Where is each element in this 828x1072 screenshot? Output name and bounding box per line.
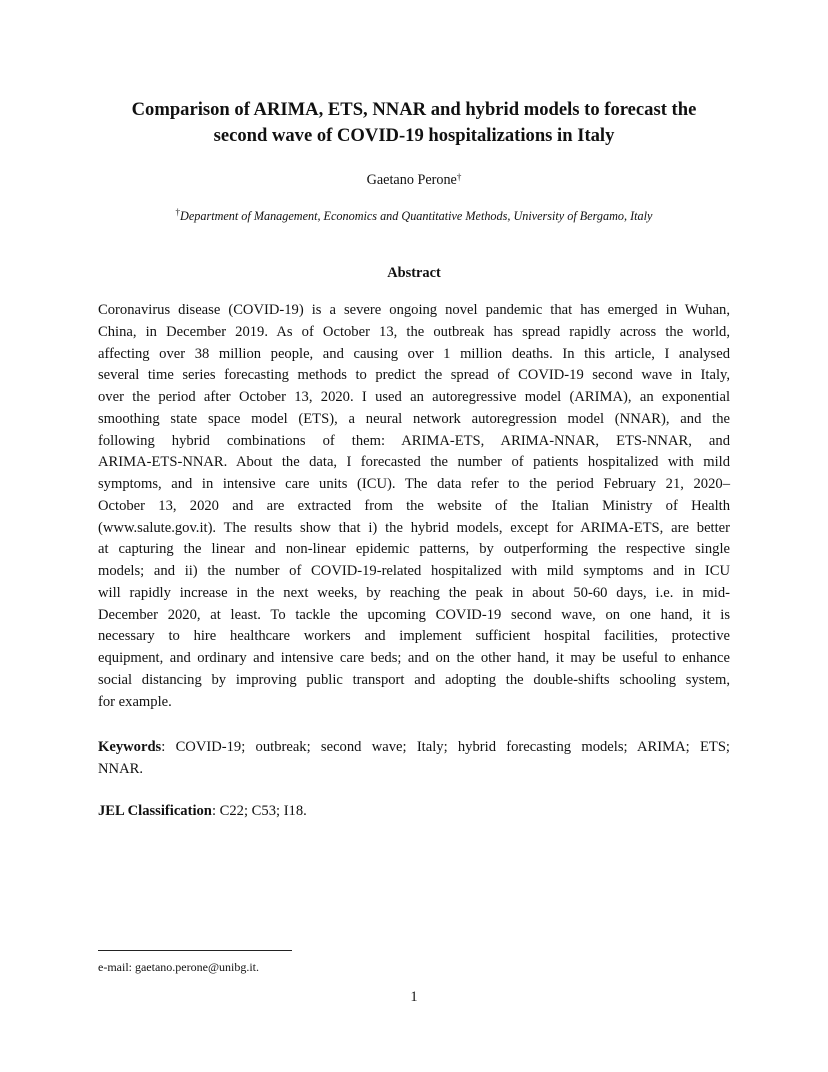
abstract-line: models; and ii) the number of COVID-19-related hospitalized with mild symptoms and in ICU bbox=[98, 563, 730, 579]
paper-title-line-1: Comparison of ARIMA, ETS, NNAR and hybrid models to forecast the bbox=[131, 99, 697, 120]
abstract-line: several time series forecasting methods to predict the spread of COVID-19 second wave in Italy, bbox=[98, 367, 730, 384]
abstract-line: China, in December 2019. As of October 13, the outbreak has spread rapidly across the world, bbox=[98, 323, 730, 340]
abstract-line: affecting over 38 million people, and causing over 1 million deaths. In this article, I analysed bbox=[98, 345, 730, 362]
page-number: 1 bbox=[410, 989, 418, 1005]
abstract-line: following hybrid combinations of them: ARIMA-ETS, ARIMA-NNAR, ETS-NNAR, and bbox=[98, 432, 730, 449]
author-name: Gaetano Perone bbox=[366, 172, 457, 188]
keywords-paragraph bbox=[98, 737, 730, 781]
abstract-body bbox=[98, 300, 730, 713]
abstract-line: necessary to hire healthcare workers and implement sufficient hospital facilities, protective bbox=[98, 628, 730, 645]
abstract-line: will rapidly increase in the next weeks, by reaching the peak in about 50-60 days, i.e. in mid- bbox=[98, 584, 730, 601]
abstract-line: at capturing the linear and non-linear epidemic patterns, by outperforming the respective single bbox=[98, 541, 730, 558]
keywords-line-2: NNAR. bbox=[98, 760, 143, 777]
abstract-line: ARIMA-ETS-NNAR. About the data, I forecasted the number of patients hospitalized with mild bbox=[98, 454, 730, 471]
abstract-line: for example. bbox=[98, 693, 172, 710]
abstract-line: smoothing state space model (ETS), a neural network autoregression model (NNAR), and the bbox=[98, 410, 730, 427]
affiliation-mark: † bbox=[175, 207, 181, 217]
abstract-line: social distancing by improving public transport and adopting the double-shifts schooling system, bbox=[98, 671, 730, 688]
abstract-line: equipment, and ordinary and intensive care beds; and on the other hand, it may be useful to enhance bbox=[98, 650, 730, 666]
keywords-label: Keywords bbox=[98, 739, 162, 755]
footnote-email: e-mail: gaetano.perone@unibg.it. bbox=[98, 960, 259, 974]
abstract-line: over the period after October 13, 2020. I used an autoregressive model (ARIMA), an exponential bbox=[98, 389, 730, 405]
abstract-line: Coronavirus disease (COVID-19) is a severe ongoing novel pandemic that has emerged in Wuhan, bbox=[98, 302, 730, 318]
jel-paragraph bbox=[98, 801, 730, 823]
abstract-heading: Abstract bbox=[387, 265, 441, 281]
keywords-text: : COVID-19; outbreak; second wave; Italy; hybrid forecasting models; ARIMA; ETS; bbox=[161, 739, 730, 755]
author-line bbox=[0, 170, 828, 190]
footnote-divider bbox=[98, 950, 292, 951]
abstract-line: December 2020, at least. To tackle the upcoming COVID-19 second wave, on one hand, it is bbox=[98, 606, 730, 623]
jel-label: JEL Classification bbox=[98, 803, 212, 819]
affiliation-line bbox=[0, 207, 828, 225]
abstract-line: October 13, 2020 and are extracted from the website of the Italian Ministry of Health bbox=[98, 497, 730, 514]
keywords-line-1 bbox=[98, 737, 730, 759]
paper-title-line-2: second wave of COVID-19 hospitalizations in Italy bbox=[213, 125, 615, 146]
abstract-line: (www.salute.gov.it). The results show that i) the hybrid models, except for ARIMA-ETS, are better bbox=[98, 519, 730, 536]
jel-text: : C22; C53; I18. bbox=[211, 803, 307, 819]
affiliation-text: Department of Management, Economics and Quantitative Methods, University of Bergamo, Italy bbox=[180, 209, 653, 223]
author-affiliation-mark: † bbox=[456, 172, 462, 182]
abstract-line: symptoms, and in intensive care units (ICU). The data refer to the period February 21, 2020– bbox=[98, 476, 730, 492]
footnote bbox=[98, 959, 259, 975]
paper-title bbox=[60, 97, 768, 149]
